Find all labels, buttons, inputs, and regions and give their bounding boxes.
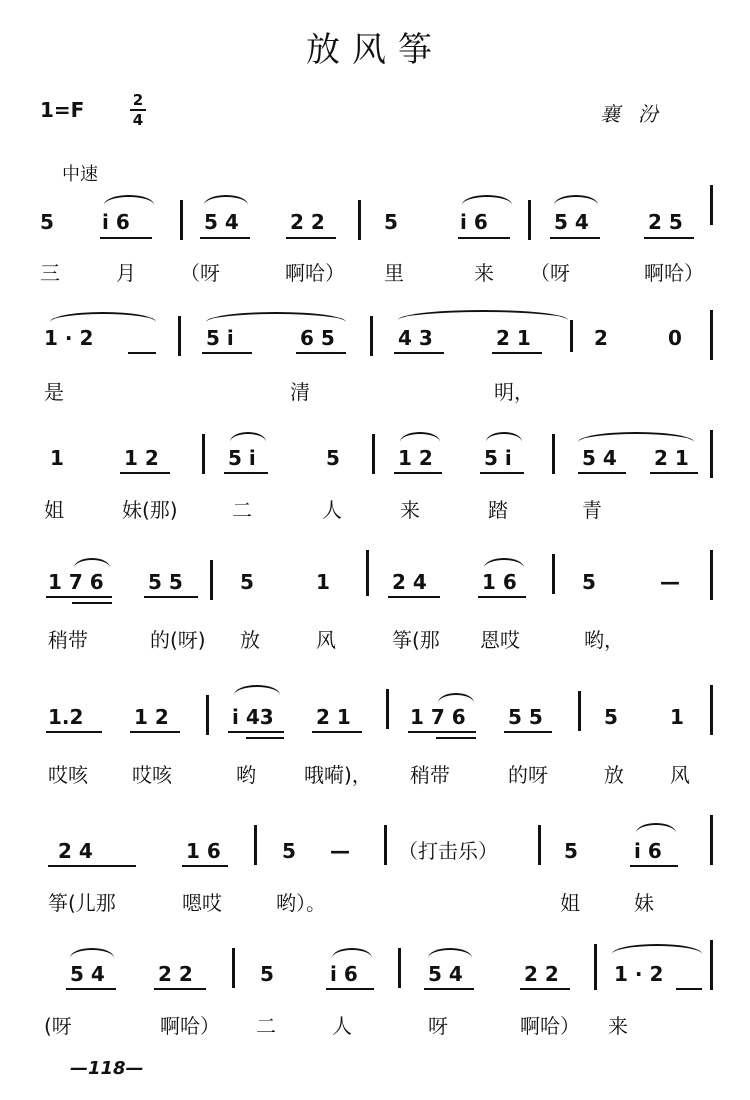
slur — [332, 948, 372, 958]
note: 2 4 — [58, 839, 93, 863]
slur — [486, 432, 522, 442]
beam — [48, 865, 136, 867]
note: i 6 — [330, 962, 358, 986]
note: 1 2 — [398, 446, 433, 470]
slur — [484, 558, 524, 568]
score-row-7 — [0, 930, 750, 1060]
bar-line — [398, 948, 401, 988]
note: 5 — [604, 705, 618, 729]
bar-line — [210, 560, 213, 600]
lyric: 二 — [256, 1014, 276, 1038]
beam — [520, 988, 570, 990]
note: 2 1 — [654, 446, 689, 470]
note: 1 2 — [124, 446, 159, 470]
bar-line — [384, 825, 387, 865]
beam — [492, 352, 542, 354]
lyric: 清 — [290, 380, 310, 404]
bar-line — [254, 825, 257, 865]
bar-line — [552, 434, 555, 474]
beam — [394, 352, 444, 354]
bar-line — [538, 825, 541, 865]
note: i 6 — [460, 210, 488, 234]
bar-line — [528, 200, 531, 240]
meter-bottom: 4 — [132, 111, 144, 129]
note: 5 — [260, 962, 274, 986]
slur — [204, 195, 248, 205]
note: 1 — [316, 570, 330, 594]
slur — [400, 432, 440, 442]
lyric: 姐 — [560, 891, 580, 915]
score-row-4 — [0, 540, 750, 670]
note: 2 2 — [290, 210, 325, 234]
note: 5 4 — [204, 210, 239, 234]
lyric: 的(呀) — [150, 628, 206, 652]
note: 5 i — [484, 446, 512, 470]
beam — [312, 731, 362, 733]
bar-line — [202, 434, 205, 474]
lyric: 啊哈） — [644, 261, 704, 285]
beam — [144, 596, 198, 598]
note: 1 6 — [186, 839, 221, 863]
beam — [66, 988, 116, 990]
beam — [326, 988, 374, 990]
bar-line — [710, 550, 713, 600]
slur — [104, 195, 154, 205]
note: 2 1 — [496, 326, 531, 350]
lyric: 踏 — [488, 498, 508, 522]
bar-line — [578, 691, 581, 731]
lyric: 姐 — [44, 498, 64, 522]
lyric: 是 — [44, 380, 64, 404]
lyric: 来 — [474, 261, 494, 285]
note: 1 · 2 — [44, 326, 94, 350]
note: 5 — [384, 210, 398, 234]
beam — [46, 596, 112, 598]
note: 5 — [40, 210, 54, 234]
beam — [408, 731, 476, 733]
tempo-marking: 中速 — [62, 164, 98, 185]
lyric: （呀 — [180, 261, 220, 285]
note: 1.2 — [48, 705, 84, 729]
note: 2 2 — [158, 962, 193, 986]
bar-line — [552, 554, 555, 594]
page-number: —118— — [70, 1058, 144, 1079]
slur — [70, 948, 114, 958]
lyric: 哟， — [584, 628, 624, 652]
beam — [478, 596, 526, 598]
note: 1 6 — [482, 570, 517, 594]
bar-line — [366, 550, 369, 596]
beam — [296, 352, 346, 354]
note: — — [330, 839, 350, 863]
note: i 6 — [102, 210, 130, 234]
lyric: 稍带 — [48, 628, 88, 652]
beam — [120, 472, 170, 474]
lyric: 妹(那) — [122, 498, 178, 522]
lyric: 放 — [240, 628, 260, 652]
bar-line — [206, 695, 209, 735]
note: 1 7 6 — [410, 705, 466, 729]
note: 5 5 — [508, 705, 543, 729]
slur — [398, 310, 568, 320]
lyric: 筝(那 — [392, 628, 440, 652]
bar-line — [358, 200, 361, 240]
lyric: 风 — [670, 763, 690, 787]
beam — [200, 237, 250, 239]
note: 5 i — [206, 326, 234, 350]
beam — [130, 731, 180, 733]
interlude-percussion: （打击乐） — [398, 839, 498, 863]
note: 1 — [50, 446, 64, 470]
lyric: 哎咳 — [132, 763, 172, 787]
note: 5 4 — [428, 962, 463, 986]
note: 2 — [594, 326, 608, 350]
lyric: 人 — [322, 498, 342, 522]
beam — [228, 731, 284, 733]
note: — — [660, 570, 680, 594]
meter-top: 2 — [132, 91, 144, 109]
slur — [438, 693, 474, 703]
lyric: 月 — [116, 261, 136, 285]
note: 1 — [670, 705, 684, 729]
score-row-5 — [0, 675, 750, 805]
note: 1 7 6 — [48, 570, 104, 594]
note: 5 4 — [582, 446, 617, 470]
beam — [550, 237, 600, 239]
region-attribution: 襄汾 — [600, 102, 676, 126]
score-row-3 — [0, 420, 750, 550]
bar-line — [372, 434, 375, 474]
score-row-2 — [0, 300, 750, 430]
slur — [206, 312, 346, 322]
beam — [480, 472, 524, 474]
score-row-6 — [0, 805, 750, 935]
lyric: 哦嗬)， — [304, 763, 372, 787]
beam — [46, 731, 102, 733]
slur — [234, 685, 280, 695]
page-title: 放风筝 — [306, 30, 444, 70]
note: 2 5 — [648, 210, 683, 234]
lyric: 嗯哎 — [182, 891, 222, 915]
lyric: 啊哈） — [285, 261, 345, 285]
bar-line — [710, 815, 713, 865]
slur — [428, 948, 472, 958]
lyric: 呀 — [428, 1014, 448, 1038]
slur — [74, 558, 110, 568]
beam — [224, 472, 268, 474]
lyric: 哎咳 — [48, 763, 88, 787]
slur — [636, 823, 676, 833]
note: 5 4 — [70, 962, 105, 986]
bar-line — [370, 316, 373, 356]
lyric: 人 — [332, 1014, 352, 1038]
beam — [100, 237, 152, 239]
lyric: 筝(儿那 — [48, 891, 116, 915]
slur — [578, 432, 694, 442]
lyric: 二 — [232, 498, 252, 522]
lyric: 稍带 — [410, 763, 450, 787]
slur — [612, 944, 702, 954]
note: 5 5 — [148, 570, 183, 594]
beam — [676, 988, 702, 990]
bar-line — [710, 310, 713, 360]
note: 6 5 — [300, 326, 335, 350]
beam — [424, 988, 474, 990]
lyric: 风 — [316, 628, 336, 652]
note: 2 2 — [524, 962, 559, 986]
lyric: 放 — [604, 763, 624, 787]
beam-2 — [72, 602, 112, 604]
note: 5 4 — [554, 210, 589, 234]
beam — [578, 472, 626, 474]
bar-line — [710, 685, 713, 735]
lyric: 来 — [608, 1014, 628, 1038]
lyric: 哟）。 — [276, 891, 326, 915]
note: i 6 — [634, 839, 662, 863]
lyric: 妹 — [634, 891, 654, 915]
lyric: 里 — [384, 261, 404, 285]
slur — [554, 195, 598, 205]
beam-2 — [246, 737, 284, 739]
score-row-1 — [0, 185, 750, 315]
bar-line — [232, 948, 235, 988]
note: 5 — [326, 446, 340, 470]
lyric: 青 — [582, 498, 602, 522]
note: 1 2 — [134, 705, 169, 729]
lyric: （呀 — [530, 261, 570, 285]
slur — [462, 195, 512, 205]
bar-line — [386, 689, 389, 729]
lyric: 啊哈） — [520, 1014, 580, 1038]
note: 5 — [564, 839, 578, 863]
lyric: 啊哈） — [160, 1014, 220, 1038]
bar-line — [710, 430, 713, 478]
lyric: 哟 — [236, 763, 256, 787]
bar-line — [594, 944, 597, 990]
note: 1 · 2 — [614, 962, 664, 986]
note: 5 — [282, 839, 296, 863]
beam — [128, 352, 156, 354]
beam — [394, 472, 442, 474]
beam — [182, 865, 228, 867]
bar-line — [570, 320, 573, 352]
note: 5 — [240, 570, 254, 594]
beam — [630, 865, 678, 867]
time-signature — [130, 92, 146, 128]
bar-line — [710, 185, 713, 225]
note: i 43 — [232, 705, 274, 729]
beam — [458, 237, 510, 239]
lyric: 来 — [400, 498, 420, 522]
slur — [50, 312, 156, 322]
note: 5 i — [228, 446, 256, 470]
beam — [388, 596, 440, 598]
beam-2 — [436, 737, 476, 739]
lyric: (呀 — [44, 1014, 72, 1038]
note: 0 — [668, 326, 682, 350]
beam — [286, 237, 336, 239]
lyric: 三 — [40, 261, 60, 285]
note: 2 1 — [316, 705, 351, 729]
key-signature: 1=F — [40, 98, 85, 122]
bar-line — [178, 316, 181, 356]
note: 2 4 — [392, 570, 427, 594]
beam — [504, 731, 552, 733]
slur — [230, 432, 266, 442]
beam — [154, 988, 206, 990]
bar-line — [710, 940, 713, 990]
lyric: 的呀 — [508, 763, 548, 787]
beam — [644, 237, 694, 239]
beam — [202, 352, 252, 354]
note: 4 3 — [398, 326, 433, 350]
bar-line — [180, 200, 183, 240]
lyric: 明， — [494, 380, 534, 404]
note: 5 — [582, 570, 596, 594]
lyric: 恩哎 — [480, 628, 520, 652]
beam — [650, 472, 698, 474]
